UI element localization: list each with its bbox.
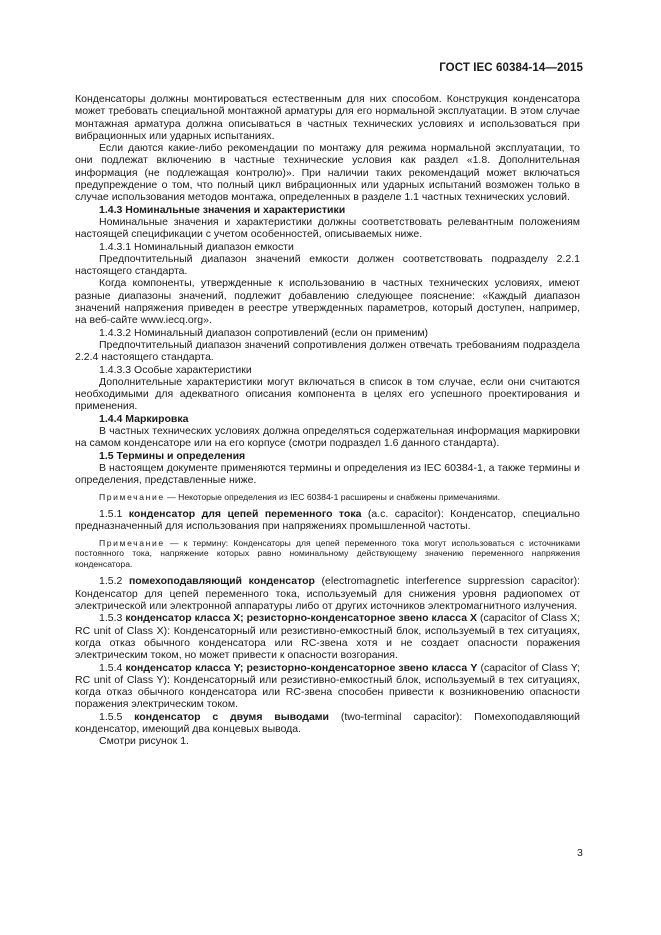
- paragraph: Предпочтительный диапазон значений емкости должен соответствовать подразделу 2.2.1 настоящего стандарта.: [75, 252, 580, 278]
- paragraph: Когда компоненты, утвержденные к использованию в частных технических условиях, имеют разные диапазоны значений, подлежит добавлению следующее пояснение: «Каждый диапазон значений напряжения приведен в реестре утвержденных параметров, который доступен, например, на веб-сайте www.iecq.org».: [75, 277, 580, 327]
- note-label: Примечание: [99, 491, 165, 502]
- definition-number: 1.5.1: [99, 508, 129, 521]
- paragraph: В частных технических условиях должна определяться содержательная информация маркировки на самом конденсаторе или на его корпусе (смотри подраздел 1.6 данного стандарта).: [75, 425, 580, 450]
- subsection-heading: 1.4.3.1 Номинальный диапазон емкости: [99, 240, 294, 253]
- document-body: [75, 93, 580, 748]
- paragraph: Дополнительные характеристики могут включаться в список в том случае, если они считаются необходимыми для адекватного описания компонента в целях его успешного проектирования и применения.: [75, 375, 580, 413]
- definition: [75, 711, 580, 736]
- document-header: ГОСТ IEC 60384-14—2015: [439, 62, 583, 74]
- subsection-heading: 1.4.3.3 Особые характеристики: [99, 363, 252, 376]
- definition-number: 1.5.5: [99, 710, 135, 723]
- definition: [75, 662, 580, 711]
- definition-text: (electromagnetic interference suppression capacitor): Конденсатор для цепей переменного тока, используемый для снижения уровня радиопомех от электрической или электронной аппаратуры либо от других источников электромагнитного излучения.: [75, 575, 580, 613]
- definition-term: помехоподавляющий конденсатор: [128, 575, 315, 588]
- paragraph: Номинальные значения и характеристики должны соответствовать релевантным положениям настоящей спецификации с учетом особенностей, описываемых ниже.: [75, 215, 580, 241]
- section-heading: 1.5 Термины и определения: [99, 449, 246, 462]
- definition: [75, 612, 580, 661]
- section-heading: 1.4.4 Маркировка: [99, 412, 189, 425]
- definition-text: (capacitor of Class Y; RC unit of Class Y): Конденсаторный или резистивно-емкостный блок, используемый в тех ситуациях, когда отказ обычного конденсатора или RC-звена способен привести к возникновению опасности поражения электрическим током.: [75, 661, 580, 711]
- paragraph: Конденсаторы должны монтироваться естественным для них способом. Конструкция конденсатора может требовать специальной монтажной арматуры для его нормальной эксплуатации. В этом случае монтажная арматура должна описываться в частных технических условиях и использоваться при вибрационных или ударных испытаниях.: [75, 93, 580, 142]
- paragraph: Предпочтительный диапазон значений сопротивления должен отвечать требованиям подраздела 2.2.4 настоящего стандарта.: [75, 338, 580, 364]
- definition-term: конденсатор для цепей переменного тока: [128, 508, 362, 521]
- definition: [75, 575, 580, 612]
- note: [75, 492, 580, 503]
- note: [75, 538, 580, 570]
- definition-term: конденсатор класса Y; резисторно-конденсаторное звено класса Y: [125, 661, 478, 674]
- definition-number: 1.5.2: [99, 575, 129, 588]
- page-number: 3: [577, 847, 583, 859]
- definition-text: (a.c. capacitor): Конденсатор, специально предназначенный для использования при напряжениях промышленной частоты.: [75, 508, 580, 533]
- subsection-heading: 1.4.3.2 Номинальный диапазон сопротивлений (если он применим): [99, 326, 429, 339]
- note-text: — Некоторые определения из IEC 60384-1 расширены и снабжены примечаниями.: [164, 491, 501, 502]
- definition-term: конденсатор с двумя выводами: [134, 710, 330, 723]
- paragraph: Если даются какие-либо рекомендации по монтажу для режима нормальной эксплуатации, то они подлежат включению в частные технические условия как раздел «1.8. Дополнительная информация (не подлежащая контролю)». При наличии таких рекомендаций может включаться предупреждение о том, что полный цикл вибрационных или ударных испытаний возможен только в случае использования методов монтажа, определенных в разделе 1.1 частных технических условий.: [75, 142, 580, 204]
- note-text: — к термину: Конденсаторы для цепей переменного тока могут использоваться с источниками постоянного тока, напряжение которых равно номинальному действующему значению переменного напряжения конденсатора.: [75, 537, 580, 569]
- definition-text: (two-terminal capacitor): Помехоподавляющий конденсатор, имеющий два концевых вывода.: [75, 710, 580, 736]
- definition: [75, 508, 580, 533]
- definition-number: 1.5.4: [99, 661, 126, 674]
- paragraph: В настоящем документе применяются термины и определения из IEC 60384-1, а также термины и определения, представленные ниже.: [75, 461, 580, 487]
- paragraph: Смотри рисунок 1.: [99, 735, 189, 748]
- definition-number: 1.5.3: [99, 612, 126, 625]
- definition-text: (capacitor of Class X; RC unit of Class X): Конденсаторный или резистивно-емкостный блок, используемый в тех ситуациях, когда отказ обычного конденсатора или RC-звена хотя и не создает опасности поражения электрическим током, но может привести к опасности возгорания.: [75, 612, 580, 662]
- definition-term: конденсатор класса X; резисторно-конденсаторное звено класса X: [125, 612, 478, 625]
- note-label: Примечание: [99, 537, 165, 548]
- section-heading: 1.4.3 Номинальные значения и характеристики: [99, 203, 346, 216]
